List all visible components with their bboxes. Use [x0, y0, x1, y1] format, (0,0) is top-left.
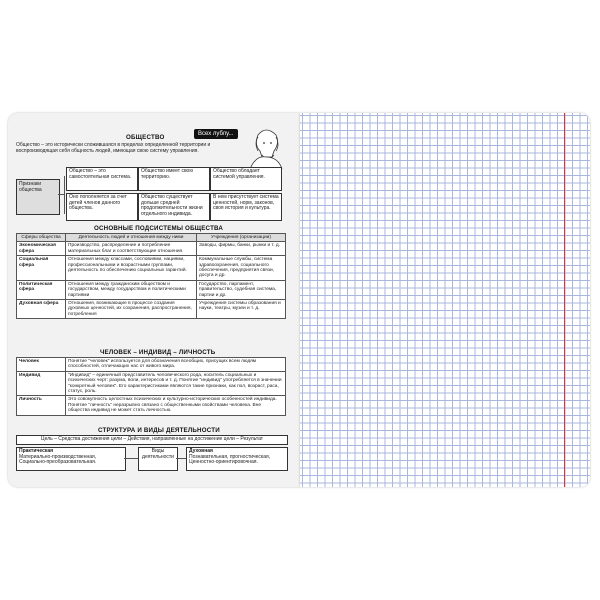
table-cell: Личность	[17, 396, 66, 415]
table-row	[17, 300, 286, 319]
table-cell: Отношения, возникающие в процессе создания духовных ценностей, их сохранения, распространения, потребления	[66, 300, 197, 319]
table-cell: Учреждения системы образования и науки, театры, музеи и т. д.	[197, 300, 286, 319]
feature-box: Общество имеет свою территорию.	[138, 167, 210, 191]
table-cell: Человек	[17, 358, 66, 372]
philosopher-illustration	[246, 125, 286, 169]
feature-box: Общество существует дольше средней продолжительности жизни отдельного индивида.	[138, 193, 210, 221]
practical-title: Практическая	[19, 448, 54, 454]
table-row	[17, 242, 286, 256]
activity-chain: Цель – Средства достижения цели – Действия, направленные на достижение цели – Результат	[16, 435, 288, 445]
speech-bubble: Всех лублу...	[194, 129, 238, 139]
table-cell: Коммунальные службы, система здравоохранения, социального обеспечения, предприятия связи, досуга и др.	[197, 256, 286, 281]
table-cell: Заводы, фирмы, банки, рынки и т. д.	[197, 242, 286, 256]
spiritual-title: Духовная	[189, 448, 213, 454]
features-label	[16, 179, 60, 215]
person-title: ЧЕЛОВЕК – ИНДИВИД – ЛИЧНОСТЬ	[100, 349, 216, 356]
spiritual-text: Познавательная, прогностическая, Ценностно-ориентировочная.	[189, 453, 271, 466]
subsystems-header: Деятельность людей и отношения между ними	[66, 234, 197, 242]
practical-box	[16, 447, 126, 471]
table-row	[17, 371, 286, 396]
table-cell: Производство, распределение и потребление материальных благ и соответствующие отношения.	[66, 242, 197, 256]
table-cell: Отношения между классами, сословиями, нациями, профессиональными и возрастными группами, деятельность по обеспечению социальных гарантий.	[66, 256, 197, 281]
subsystems-header: Учреждения (организации)	[197, 234, 286, 242]
table-cell: "Индивид" – единичный представитель человеческого рода, носитель социальных и психических черт: разума, воли, интересов и т. д. Понятие "индивид" употребляется в значении "конкретный человек". Его характеристиками являются такие признаки, как пол, возраст, раса, статус, роль.	[66, 371, 286, 396]
table-row	[17, 358, 286, 372]
feature-box: Оно пополняется за счет детей членов данного общества.	[66, 193, 138, 221]
table-cell: Экономическая сфера	[17, 242, 66, 256]
feature-box: В нем присутствует система ценностей, норм, законов, своя история и культура.	[210, 193, 282, 221]
table-row	[17, 396, 286, 415]
table-cell: Духовная сфера	[17, 300, 66, 319]
table-cell: Отношения между гражданским обществом и государством, между государством и политическими партиями	[66, 280, 197, 299]
subsystems-header: Сферы общества	[17, 234, 66, 242]
feature-box: Общество обладает системой управления.	[210, 167, 282, 191]
table-cell: Индивид	[17, 371, 66, 396]
right-page-grid	[300, 113, 590, 487]
activity-types: Виды деятельности	[138, 447, 178, 471]
table-cell: Политическая сфера	[17, 280, 66, 299]
feature-box: Общество – это самостоятельная система.	[66, 167, 138, 191]
table-row	[17, 280, 286, 299]
table-row	[17, 256, 286, 281]
table-cell: Понятие "человек" используется для обозначения всеобщих, присущих всем людям способностей, отличающих нас от живого мира.	[66, 358, 286, 372]
table-cell: Это совокупность целостных психических и культурно-исторических особенностей индивида. Понятие "личность" неразрывно связано с общественными свойствами человека. Вне общества индивид не может стать личностью.	[66, 396, 286, 415]
practical-text: Материально-производственная, Социально-преобразовательная.	[19, 453, 97, 466]
table-cell: Государство, парламент, правительство, судебная система, партии и др.	[197, 280, 286, 299]
spiritual-box	[186, 447, 288, 471]
person-table	[16, 357, 286, 416]
table-cell: Социальная сфера	[17, 256, 66, 281]
subsystems-title: ОСНОВНЫЕ ПОДСИСТЕМЫ ОБЩЕСТВА	[94, 225, 224, 232]
left-page	[8, 113, 300, 487]
society-title: ОБЩЕСТВО	[126, 134, 165, 141]
margin-line	[564, 113, 565, 487]
subsystems-table	[16, 233, 286, 319]
features-label-text: Признаки общества	[19, 181, 42, 193]
society-definition: Общество – это исторически сложившаяся в пределах определенной территории и воспроизводящая себя общность людей, имеющая свою систему управления.	[16, 142, 211, 154]
activity-title: СТРУКТУРА И ВИДЫ ДЕЯТЕЛЬНОСТИ	[98, 427, 220, 434]
